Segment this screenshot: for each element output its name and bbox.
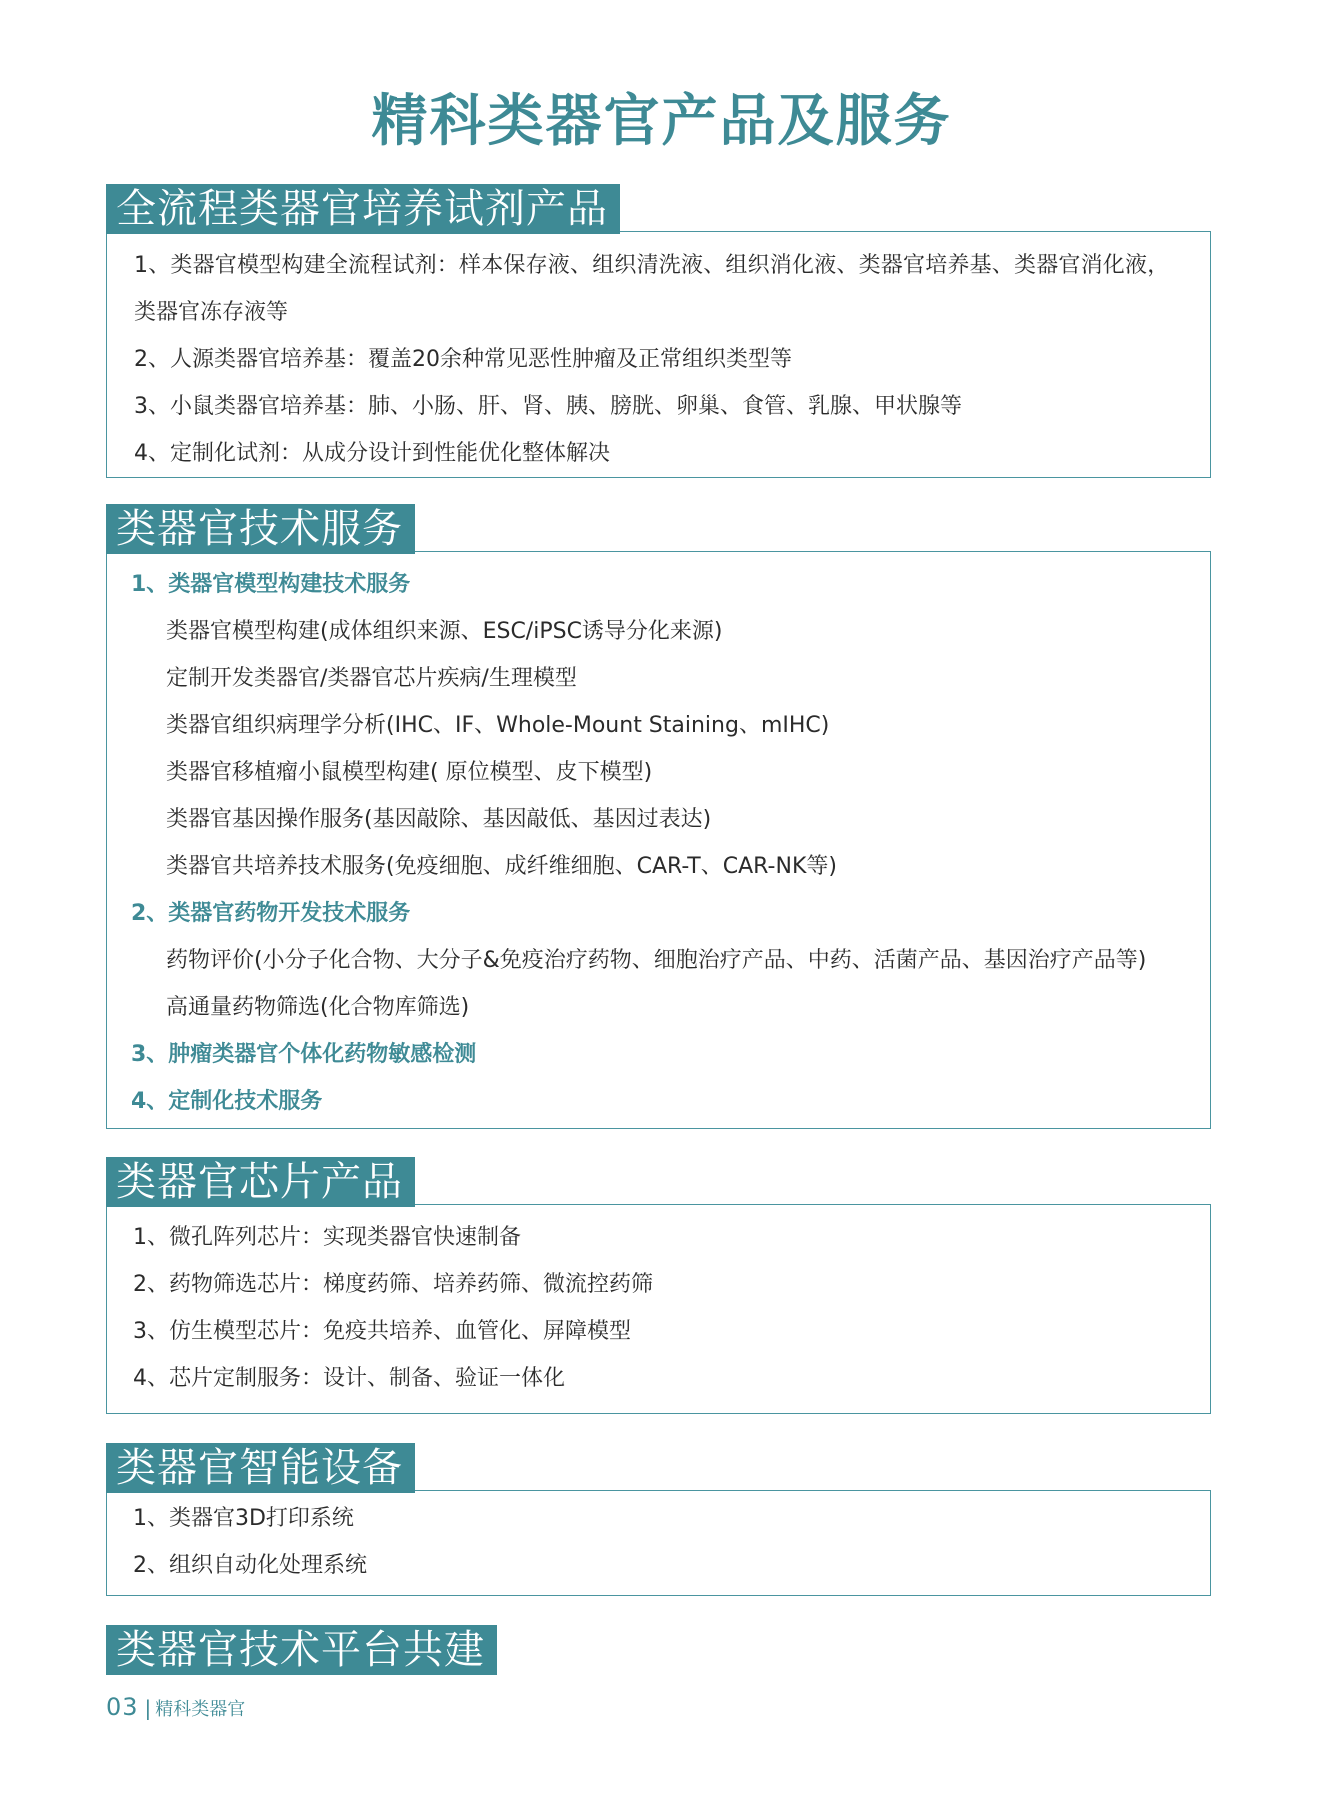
list-item: 类器官模型构建(成体组织来源、ESC/iPSC诱导分化来源) (166, 619, 723, 644)
list-item: 1、类器官3D打印系统 (133, 1506, 354, 1531)
section-title: 类器官智能设备 (106, 1443, 415, 1493)
footer-separator: | (144, 1696, 152, 1720)
section-reagent-products (106, 184, 1211, 478)
list-item: 类器官基因操作服务(基因敲除、基因敲低、基因过表达) (166, 807, 712, 832)
section-box (106, 1204, 1211, 1414)
section-platform-co-construction (106, 1625, 1211, 1675)
list-item: 类器官共培养技术服务(免疫细胞、成纤维细胞、CAR-T、CAR-NK等) (166, 854, 837, 879)
section-chip-products (106, 1157, 1211, 1414)
subsection-heading: 2、类器官药物开发技术服务 (131, 901, 411, 926)
list-item: 3、仿生模型芯片：免疫共培养、血管化、屏障模型 (133, 1319, 631, 1344)
page-title: 精科类器官产品及服务 (371, 89, 952, 154)
list-item: 类器官组织病理学分析(IHC、IF、Whole-Mount Staining、mIHC) (166, 713, 830, 738)
subsection-heading: 4、定制化技术服务 (131, 1089, 323, 1114)
list-item: 3、小鼠类器官培养基：肺、小肠、肝、肾、胰、膀胱、卵巢、食管、乳腺、甲状腺等 (134, 394, 962, 419)
list-item: 类器官移植瘤小鼠模型构建( 原位模型、皮下模型) (166, 760, 653, 785)
page-number: 03 (106, 1693, 139, 1721)
section-title: 类器官技术平台共建 (106, 1625, 497, 1675)
list-item: 药物评价(小分子化合物、大分子&免疫治疗药物、细胞治疗产品、中药、活菌产品、基因治疗产品等) (166, 948, 1147, 973)
list-item: 1、类器官模型构建全流程试剂：样本保存液、组织清洗液、组织消化液、类器官培养基、类器官消化液， (134, 253, 1170, 278)
list-item: 2、人源类器官培养基：覆盖20余种常见恶性肿瘤及正常组织类型等 (134, 347, 792, 372)
list-item: 1、微孔阵列芯片：实现类器官快速制备 (133, 1225, 521, 1250)
section-technical-services (106, 504, 1211, 1129)
list-item: 2、药物筛选芯片：梯度药筛、培养药筛、微流控药筛 (133, 1272, 653, 1297)
section-box (106, 551, 1211, 1129)
footer-brand-label: 精科类器官 (155, 1699, 246, 1720)
list-item: 类器官冻存液等 (134, 300, 289, 325)
section-title: 全流程类器官培养试剂产品 (106, 184, 620, 234)
list-item: 4、芯片定制服务：设计、制备、验证一体化 (133, 1366, 565, 1391)
list-item: 高通量药物筛选(化合物库筛选) (166, 995, 470, 1020)
section-box (106, 231, 1211, 478)
list-item: 4、定制化试剂：从成分设计到性能优化整体解决 (134, 441, 610, 466)
section-smart-equipment (106, 1443, 1211, 1596)
page-footer (106, 1693, 245, 1721)
list-item: 2、组织自动化处理系统 (133, 1553, 367, 1578)
subsection-heading: 1、类器官模型构建技术服务 (131, 572, 411, 597)
section-title: 类器官技术服务 (106, 504, 415, 554)
section-box (106, 1490, 1211, 1596)
section-title: 类器官芯片产品 (106, 1157, 415, 1207)
list-item: 定制开发类器官/类器官芯片疾病/生理模型 (166, 666, 577, 691)
subsection-heading: 3、肿瘤类器官个体化药物敏感检测 (131, 1042, 477, 1067)
